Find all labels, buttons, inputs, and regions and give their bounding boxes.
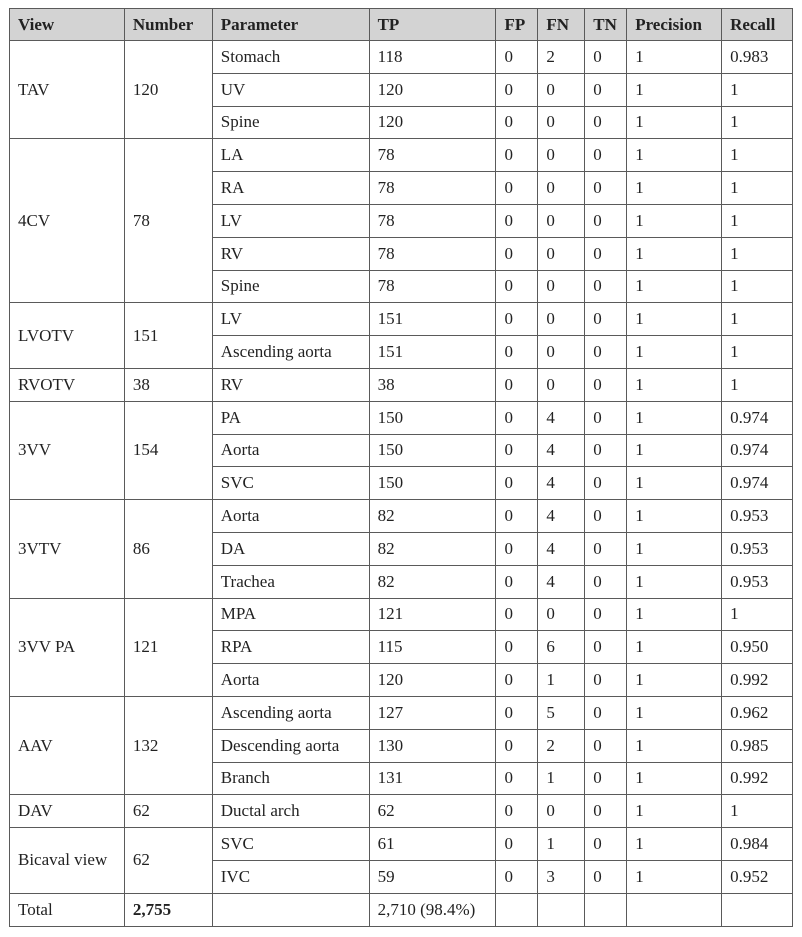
recall-cell: 1 bbox=[722, 598, 793, 631]
number-cell: 121 bbox=[124, 598, 212, 696]
fn-cell: 0 bbox=[538, 204, 585, 237]
fn-cell: 1 bbox=[538, 828, 585, 861]
fn-cell: 0 bbox=[538, 172, 585, 205]
parameter-cell: Trachea bbox=[212, 565, 369, 598]
fn-cell: 1 bbox=[538, 664, 585, 697]
fp-cell: 0 bbox=[496, 172, 538, 205]
tn-cell: 0 bbox=[585, 500, 627, 533]
col-header-recall: Recall bbox=[722, 9, 793, 41]
recall-cell: 1 bbox=[722, 139, 793, 172]
tn-cell: 0 bbox=[585, 303, 627, 336]
table-row bbox=[10, 303, 793, 336]
fp-cell: 0 bbox=[496, 696, 538, 729]
fp-cell: 0 bbox=[496, 500, 538, 533]
fn-cell: 4 bbox=[538, 532, 585, 565]
precision-cell: 1 bbox=[627, 41, 722, 74]
fp-cell: 0 bbox=[496, 467, 538, 500]
tn-cell: 0 bbox=[585, 237, 627, 270]
view-cell: 3VV bbox=[10, 401, 125, 499]
fn-cell: 4 bbox=[538, 401, 585, 434]
table-row bbox=[10, 139, 793, 172]
precision-cell: 1 bbox=[627, 336, 722, 369]
tp-cell: 151 bbox=[369, 336, 496, 369]
fp-cell: 0 bbox=[496, 434, 538, 467]
number-cell: 78 bbox=[124, 139, 212, 303]
fn-cell: 4 bbox=[538, 565, 585, 598]
precision-cell: 1 bbox=[627, 500, 722, 533]
tn-cell: 0 bbox=[585, 565, 627, 598]
tp-cell: 150 bbox=[369, 467, 496, 500]
precision-cell: 1 bbox=[627, 696, 722, 729]
recall-cell: 1 bbox=[722, 368, 793, 401]
fn-cell: 0 bbox=[538, 598, 585, 631]
fp-cell: 0 bbox=[496, 106, 538, 139]
number-cell: 132 bbox=[124, 696, 212, 794]
table-row bbox=[10, 696, 793, 729]
fn-cell: 6 bbox=[538, 631, 585, 664]
fp-cell: 0 bbox=[496, 795, 538, 828]
tp-cell: 61 bbox=[369, 828, 496, 861]
parameter-cell: Aorta bbox=[212, 500, 369, 533]
total-fn-cell bbox=[538, 893, 585, 926]
precision-cell: 1 bbox=[627, 860, 722, 893]
table-row bbox=[10, 368, 793, 401]
fp-cell: 0 bbox=[496, 270, 538, 303]
total-precision-cell bbox=[627, 893, 722, 926]
parameter-cell: Stomach bbox=[212, 41, 369, 74]
fp-cell: 0 bbox=[496, 729, 538, 762]
total-parameter-cell bbox=[212, 893, 369, 926]
fn-cell: 0 bbox=[538, 303, 585, 336]
tn-cell: 0 bbox=[585, 106, 627, 139]
fp-cell: 0 bbox=[496, 664, 538, 697]
fp-cell: 0 bbox=[496, 237, 538, 270]
recall-cell: 0.985 bbox=[722, 729, 793, 762]
tp-cell: 78 bbox=[369, 172, 496, 205]
recall-cell: 1 bbox=[722, 303, 793, 336]
tn-cell: 0 bbox=[585, 270, 627, 303]
recall-cell: 1 bbox=[722, 106, 793, 139]
tn-cell: 0 bbox=[585, 204, 627, 237]
view-cell: DAV bbox=[10, 795, 125, 828]
number-cell: 151 bbox=[124, 303, 212, 369]
fp-cell: 0 bbox=[496, 631, 538, 664]
recall-cell: 1 bbox=[722, 237, 793, 270]
fn-cell: 5 bbox=[538, 696, 585, 729]
parameter-cell: Ductal arch bbox=[212, 795, 369, 828]
fn-cell: 4 bbox=[538, 434, 585, 467]
fn-cell: 1 bbox=[538, 762, 585, 795]
col-header-parameter: Parameter bbox=[212, 9, 369, 41]
tp-cell: 120 bbox=[369, 106, 496, 139]
fn-cell: 0 bbox=[538, 73, 585, 106]
recall-cell: 1 bbox=[722, 336, 793, 369]
parameter-cell: LV bbox=[212, 204, 369, 237]
fp-cell: 0 bbox=[496, 860, 538, 893]
recall-cell: 1 bbox=[722, 270, 793, 303]
fp-cell: 0 bbox=[496, 565, 538, 598]
fp-cell: 0 bbox=[496, 762, 538, 795]
fp-cell: 0 bbox=[496, 204, 538, 237]
parameter-cell: UV bbox=[212, 73, 369, 106]
tn-cell: 0 bbox=[585, 336, 627, 369]
precision-cell: 1 bbox=[627, 795, 722, 828]
fn-cell: 0 bbox=[538, 139, 585, 172]
tp-cell: 150 bbox=[369, 434, 496, 467]
parameter-cell: LV bbox=[212, 303, 369, 336]
precision-cell: 1 bbox=[627, 664, 722, 697]
precision-cell: 1 bbox=[627, 467, 722, 500]
recall-cell: 0.952 bbox=[722, 860, 793, 893]
tp-cell: 131 bbox=[369, 762, 496, 795]
precision-cell: 1 bbox=[627, 270, 722, 303]
table-row bbox=[10, 795, 793, 828]
number-cell: 62 bbox=[124, 795, 212, 828]
recall-cell: 1 bbox=[722, 172, 793, 205]
recall-cell: 0.992 bbox=[722, 664, 793, 697]
col-header-fp: FP bbox=[496, 9, 538, 41]
precision-cell: 1 bbox=[627, 368, 722, 401]
tn-cell: 0 bbox=[585, 368, 627, 401]
tn-cell: 0 bbox=[585, 139, 627, 172]
precision-cell: 1 bbox=[627, 237, 722, 270]
results-table bbox=[9, 8, 793, 927]
total-number: 2,755 bbox=[124, 893, 212, 926]
fp-cell: 0 bbox=[496, 401, 538, 434]
total-fp-cell bbox=[496, 893, 538, 926]
parameter-cell: IVC bbox=[212, 860, 369, 893]
total-row bbox=[10, 893, 793, 926]
number-cell: 154 bbox=[124, 401, 212, 499]
tp-cell: 78 bbox=[369, 270, 496, 303]
number-cell: 38 bbox=[124, 368, 212, 401]
recall-cell: 0.953 bbox=[722, 532, 793, 565]
recall-cell: 0.983 bbox=[722, 41, 793, 74]
tp-cell: 150 bbox=[369, 401, 496, 434]
tn-cell: 0 bbox=[585, 598, 627, 631]
tn-cell: 0 bbox=[585, 795, 627, 828]
precision-cell: 1 bbox=[627, 73, 722, 106]
total-tn-cell bbox=[585, 893, 627, 926]
tp-cell: 115 bbox=[369, 631, 496, 664]
table-row bbox=[10, 500, 793, 533]
parameter-cell: PA bbox=[212, 401, 369, 434]
parameter-cell: Descending aorta bbox=[212, 729, 369, 762]
fn-cell: 0 bbox=[538, 336, 585, 369]
tn-cell: 0 bbox=[585, 73, 627, 106]
precision-cell: 1 bbox=[627, 401, 722, 434]
fp-cell: 0 bbox=[496, 73, 538, 106]
recall-cell: 1 bbox=[722, 795, 793, 828]
number-cell: 120 bbox=[124, 41, 212, 139]
parameter-cell: Branch bbox=[212, 762, 369, 795]
parameter-cell: DA bbox=[212, 532, 369, 565]
fn-cell: 4 bbox=[538, 500, 585, 533]
col-header-fn: FN bbox=[538, 9, 585, 41]
view-cell: RVOTV bbox=[10, 368, 125, 401]
fp-cell: 0 bbox=[496, 41, 538, 74]
precision-cell: 1 bbox=[627, 172, 722, 205]
fn-cell: 4 bbox=[538, 467, 585, 500]
tn-cell: 0 bbox=[585, 762, 627, 795]
parameter-cell: MPA bbox=[212, 598, 369, 631]
view-cell: 3VV PA bbox=[10, 598, 125, 696]
recall-cell: 0.953 bbox=[722, 565, 793, 598]
recall-cell: 0.953 bbox=[722, 500, 793, 533]
tp-cell: 127 bbox=[369, 696, 496, 729]
tp-cell: 38 bbox=[369, 368, 496, 401]
tp-cell: 62 bbox=[369, 795, 496, 828]
table-row bbox=[10, 401, 793, 434]
tn-cell: 0 bbox=[585, 532, 627, 565]
tn-cell: 0 bbox=[585, 860, 627, 893]
recall-cell: 0.962 bbox=[722, 696, 793, 729]
parameter-cell: Ascending aorta bbox=[212, 336, 369, 369]
table-body bbox=[10, 41, 793, 927]
number-cell: 86 bbox=[124, 500, 212, 598]
fp-cell: 0 bbox=[496, 828, 538, 861]
recall-cell: 0.974 bbox=[722, 467, 793, 500]
parameter-cell: RA bbox=[212, 172, 369, 205]
precision-cell: 1 bbox=[627, 204, 722, 237]
view-cell: 4CV bbox=[10, 139, 125, 303]
precision-cell: 1 bbox=[627, 729, 722, 762]
tp-cell: 130 bbox=[369, 729, 496, 762]
total-tp: 2,710 (98.4%) bbox=[369, 893, 496, 926]
tn-cell: 0 bbox=[585, 434, 627, 467]
tn-cell: 0 bbox=[585, 664, 627, 697]
precision-cell: 1 bbox=[627, 565, 722, 598]
fn-cell: 2 bbox=[538, 729, 585, 762]
fn-cell: 0 bbox=[538, 106, 585, 139]
precision-cell: 1 bbox=[627, 598, 722, 631]
parameter-cell: SVC bbox=[212, 467, 369, 500]
tp-cell: 78 bbox=[369, 139, 496, 172]
tp-cell: 120 bbox=[369, 664, 496, 697]
tn-cell: 0 bbox=[585, 729, 627, 762]
fn-cell: 0 bbox=[538, 368, 585, 401]
precision-cell: 1 bbox=[627, 762, 722, 795]
parameter-cell: LA bbox=[212, 139, 369, 172]
parameter-cell: Ascending aorta bbox=[212, 696, 369, 729]
fn-cell: 3 bbox=[538, 860, 585, 893]
tp-cell: 118 bbox=[369, 41, 496, 74]
recall-cell: 0.984 bbox=[722, 828, 793, 861]
tn-cell: 0 bbox=[585, 172, 627, 205]
precision-cell: 1 bbox=[627, 434, 722, 467]
fp-cell: 0 bbox=[496, 368, 538, 401]
fn-cell: 2 bbox=[538, 41, 585, 74]
tp-cell: 151 bbox=[369, 303, 496, 336]
table-row bbox=[10, 828, 793, 861]
tn-cell: 0 bbox=[585, 467, 627, 500]
parameter-cell: RV bbox=[212, 237, 369, 270]
tp-cell: 121 bbox=[369, 598, 496, 631]
col-header-precision: Precision bbox=[627, 9, 722, 41]
tn-cell: 0 bbox=[585, 696, 627, 729]
table-row bbox=[10, 41, 793, 74]
precision-cell: 1 bbox=[627, 631, 722, 664]
parameter-cell: Spine bbox=[212, 270, 369, 303]
tp-cell: 78 bbox=[369, 237, 496, 270]
tn-cell: 0 bbox=[585, 631, 627, 664]
col-header-number: Number bbox=[124, 9, 212, 41]
recall-cell: 0.992 bbox=[722, 762, 793, 795]
precision-cell: 1 bbox=[627, 139, 722, 172]
tp-cell: 82 bbox=[369, 565, 496, 598]
fn-cell: 0 bbox=[538, 270, 585, 303]
fn-cell: 0 bbox=[538, 795, 585, 828]
recall-cell: 1 bbox=[722, 204, 793, 237]
tp-cell: 78 bbox=[369, 204, 496, 237]
parameter-cell: SVC bbox=[212, 828, 369, 861]
recall-cell: 0.950 bbox=[722, 631, 793, 664]
table-row bbox=[10, 598, 793, 631]
fp-cell: 0 bbox=[496, 139, 538, 172]
parameter-cell: Aorta bbox=[212, 664, 369, 697]
fp-cell: 0 bbox=[496, 598, 538, 631]
total-recall-cell bbox=[722, 893, 793, 926]
number-cell: 62 bbox=[124, 828, 212, 894]
precision-cell: 1 bbox=[627, 828, 722, 861]
tp-cell: 120 bbox=[369, 73, 496, 106]
view-cell: AAV bbox=[10, 696, 125, 794]
parameter-cell: RV bbox=[212, 368, 369, 401]
col-header-tn: TN bbox=[585, 9, 627, 41]
fp-cell: 0 bbox=[496, 532, 538, 565]
view-cell: TAV bbox=[10, 41, 125, 139]
total-label: Total bbox=[10, 893, 125, 926]
tp-cell: 59 bbox=[369, 860, 496, 893]
col-header-view: View bbox=[10, 9, 125, 41]
precision-cell: 1 bbox=[627, 303, 722, 336]
tn-cell: 0 bbox=[585, 828, 627, 861]
parameter-cell: Aorta bbox=[212, 434, 369, 467]
precision-cell: 1 bbox=[627, 106, 722, 139]
fp-cell: 0 bbox=[496, 303, 538, 336]
parameter-cell: RPA bbox=[212, 631, 369, 664]
tp-cell: 82 bbox=[369, 532, 496, 565]
recall-cell: 0.974 bbox=[722, 401, 793, 434]
tn-cell: 0 bbox=[585, 41, 627, 74]
fp-cell: 0 bbox=[496, 336, 538, 369]
precision-cell: 1 bbox=[627, 532, 722, 565]
tn-cell: 0 bbox=[585, 401, 627, 434]
parameter-cell: Spine bbox=[212, 106, 369, 139]
tp-cell: 82 bbox=[369, 500, 496, 533]
header-row bbox=[10, 9, 793, 41]
fn-cell: 0 bbox=[538, 237, 585, 270]
view-cell: Bicaval view bbox=[10, 828, 125, 894]
col-header-tp: TP bbox=[369, 9, 496, 41]
recall-cell: 0.974 bbox=[722, 434, 793, 467]
view-cell: 3VTV bbox=[10, 500, 125, 598]
recall-cell: 1 bbox=[722, 73, 793, 106]
view-cell: LVOTV bbox=[10, 303, 125, 369]
